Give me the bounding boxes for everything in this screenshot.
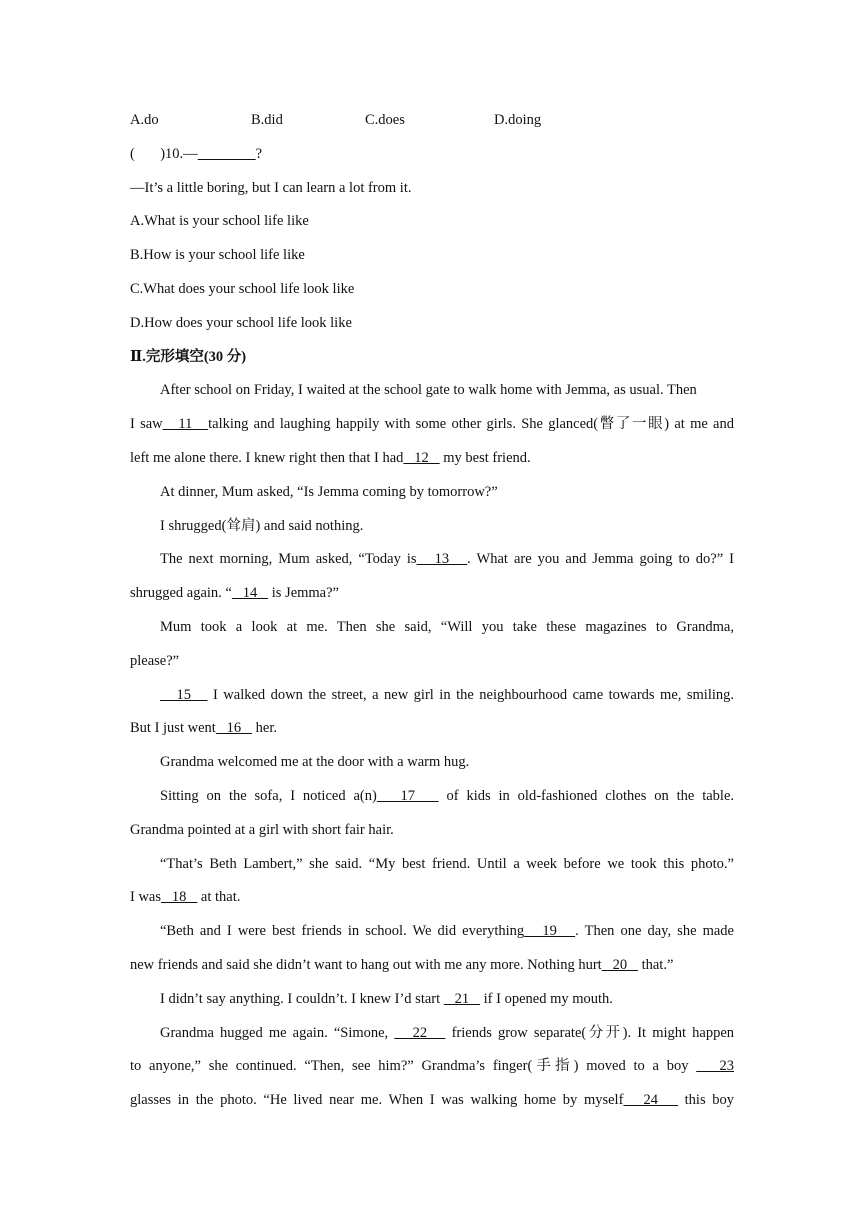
passage-line [130, 645, 734, 679]
question-10-option-c: C.What does your school life look like [130, 280, 355, 297]
passage-line [130, 1017, 734, 1051]
passage-text: my best friend. [439, 449, 531, 466]
passage-text: “That’s Beth Lambert,” she said. “My best friend. Until a week before we took this photo.” [160, 855, 734, 872]
option-a: A.do [130, 112, 159, 128]
passage-text: left me alone there. I knew right then that I had [130, 449, 404, 466]
passage-text: But I just went [130, 720, 216, 737]
question-10-option-a: A.What is your school life like [130, 213, 309, 230]
passage-text: glasses in the photo. “He lived near me. When I was walking home by myself [130, 1092, 624, 1109]
blank-22: 22 [394, 1024, 446, 1041]
passage-text: at that. [197, 889, 241, 906]
passage-line [130, 915, 734, 949]
passage-line [130, 949, 734, 983]
passage-text: . Then one day, she made [575, 923, 734, 940]
passage-text: Grandma pointed at a girl with short fair hair. [130, 821, 394, 838]
passage-text: new friends and said she didn’t want to hang out with me any more. Nothing hurt [130, 956, 602, 973]
passage-line [130, 983, 734, 1017]
question-9-options [130, 104, 734, 138]
passage-text: talking and laughing happily with some other girls. She glanced(瞥了一眼) at me and [208, 416, 734, 433]
passage-text: . What are you and Jemma going to do?” I [467, 551, 735, 568]
blank-17: 17 [376, 787, 439, 804]
document-page [130, 104, 734, 1118]
blank-14: 14 [231, 585, 269, 602]
passage-text: Sitting on the sofa, I noticed a(n) [160, 787, 377, 804]
passage-text: I walked down the street, a new girl in the neighbourhood came towards me, smiling. [207, 686, 735, 703]
passage-line [130, 814, 734, 848]
passage-text: if I opened my mouth. [480, 990, 613, 1007]
passage-text: I shrugged(耸肩) and said nothing. [160, 517, 364, 534]
passage-text: friends grow separate(分开). It might happen [445, 1024, 735, 1041]
cloze-passage [130, 374, 734, 1118]
question-10-end: ? [255, 145, 263, 162]
passage-text: her. [252, 720, 278, 737]
blank-11: 11 [162, 416, 209, 433]
passage-text: I saw [130, 416, 163, 433]
blank-18: 18 [161, 889, 198, 906]
section-heading-cloze: Ⅱ.完形填空(30 分) [130, 348, 247, 365]
passage-text: to anyone,” she continued. “Then, see him?” Grandma’s finger(手指) moved to a boy [130, 1058, 697, 1075]
passage-text: of kids in old-fashioned clothes on the table. [438, 787, 735, 804]
passage-line [130, 712, 734, 746]
blank-20: 20 [601, 956, 638, 973]
question-10-reply: —It’s a little boring, but I can learn a lot from it. [130, 179, 412, 196]
passage-text: Mum took a look at me. Then she said, “Will you take these magazines to Grandma, [160, 618, 734, 635]
blank-24: 24 [623, 1092, 678, 1109]
option-c: C.does [365, 112, 405, 128]
passage-text: this boy [677, 1092, 735, 1109]
blank-15: 15 [160, 686, 208, 703]
passage-text: I was [130, 889, 162, 906]
passage-text: The next morning, Mum asked, “Today is [160, 551, 417, 568]
blank-16: 16 [215, 720, 253, 737]
blank-12: 12 [403, 449, 440, 466]
option-b: B.did [251, 112, 283, 128]
question-10-option-d: D.How does your school life look like [130, 314, 352, 331]
passage-line [130, 543, 734, 577]
blank-19: 19 [524, 923, 576, 940]
blank-21: 21 [443, 990, 481, 1007]
blank-23: 23 [696, 1058, 734, 1075]
passage-line [130, 881, 734, 915]
passage-line [130, 746, 734, 780]
passage-text: I didn’t say anything. I couldn’t. I knew I’d start [160, 990, 444, 1007]
passage-text: shrugged again. “ [130, 585, 232, 602]
passage-line [130, 442, 734, 476]
passage-line [130, 1050, 734, 1084]
blank-13: 13 [416, 551, 468, 568]
passage-text: is Jemma?” [268, 585, 339, 602]
option-d: D.doing [494, 112, 542, 128]
passage-text: Grandma welcomed me at the door with a warm hug. [160, 754, 470, 771]
passage-line [130, 611, 734, 645]
passage-line [130, 848, 734, 882]
passage-text: After school on Friday, I waited at the school gate to walk home with Jemma, as usual. Then [160, 382, 697, 399]
question-10-number: ( )10.— [130, 145, 198, 162]
passage-line [130, 679, 734, 713]
passage-text: Grandma hugged me again. “Simone, [160, 1024, 395, 1041]
passage-text: please?” [130, 652, 180, 669]
passage-text: “Beth and I were best friends in school. We did everything [160, 923, 525, 940]
passage-text: At dinner, Mum asked, “Is Jemma coming by tomorrow?” [160, 483, 498, 500]
passage-line [130, 510, 734, 544]
question-10-stem [130, 138, 734, 172]
passage-line [130, 577, 734, 611]
passage-text: that.” [637, 956, 674, 973]
passage-line [130, 476, 734, 510]
passage-line [130, 780, 734, 814]
passage-line [130, 408, 734, 442]
question-10-blank [198, 146, 256, 162]
question-10-option-b: B.How is your school life like [130, 247, 305, 264]
passage-line [130, 1084, 734, 1118]
passage-line [130, 374, 734, 408]
